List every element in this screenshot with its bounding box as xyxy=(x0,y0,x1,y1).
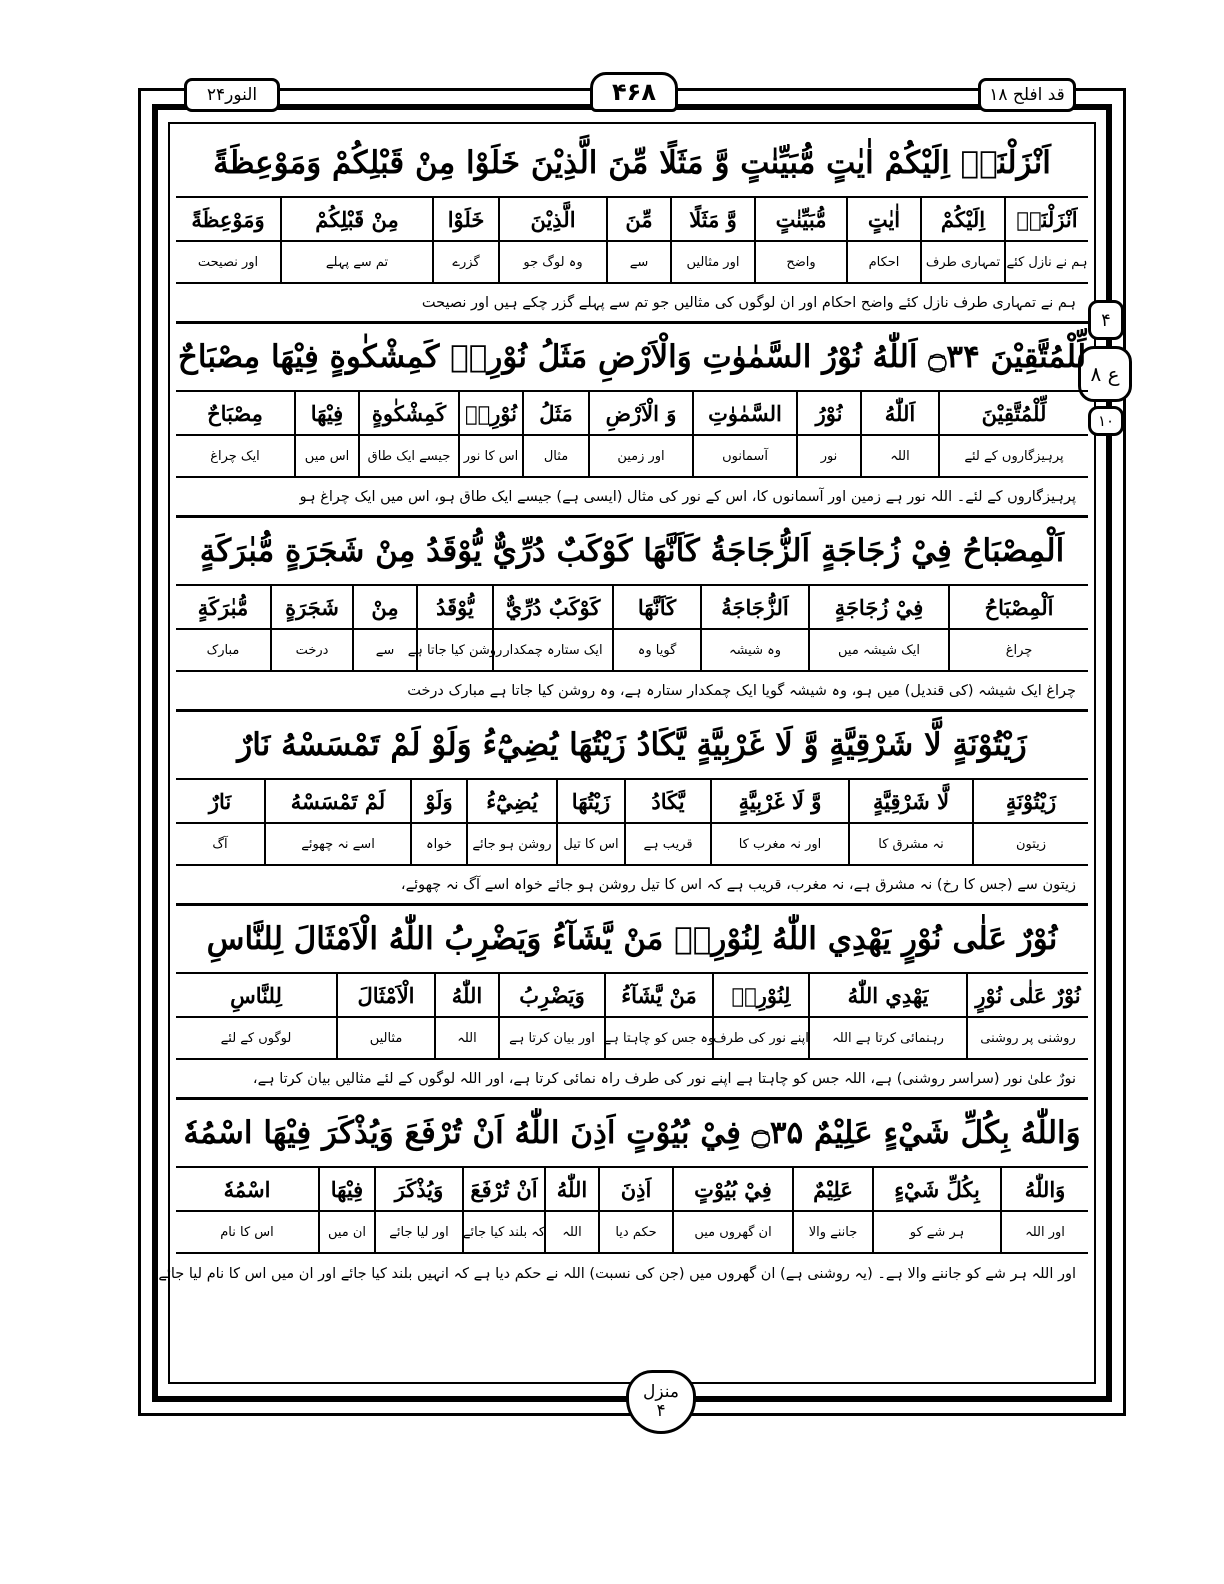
word-cell: زَيْتُهَا xyxy=(556,780,624,822)
meaning-cell: اس کا نام xyxy=(220,1224,274,1240)
meaning-cell: لوگوں کے لئے xyxy=(220,1030,292,1046)
meaning-cell: اور زمین xyxy=(588,436,692,476)
word-cell: اٰيٰتٍ xyxy=(846,198,920,240)
arabic-verse-line: زَيْتُوْنَةٍ لَّا شَرْقِيَّةٍ وَّ لَا غَرْبِيَّةٍ يَّكَادُ زَيْتُهَا يُضِيْٓءُ وَلَوْ لَمْ تَمْسَسْهُ نَارٌ xyxy=(176,712,1088,780)
urdu-translation: اور اللہ ہر شے کو جاننے والا ہے۔ (یہ روشنی ہے) ان گھروں میں (جن کی نسبت) اللہ نے حکم دیا ہے کہ انہیں بلند کیا جائے اور ان میں اس کا نام لیا جائے xyxy=(158,1266,1076,1282)
ruku-marker-mid: ع ۸ xyxy=(1078,346,1132,402)
arabic-verse-line: اَلْمِصْبَاحُ فِيْ زُجَاجَةٍ اَلزُّجَاجَةُ كَاَنَّهَا كَوْكَبٌ دُرِّيٌّ يُّوْقَدُ مِنْ شَجَرَةٍ مُّبٰرَكَةٍ xyxy=(176,518,1088,586)
word-cell: بِكُلِّ شَيْءٍ xyxy=(872,1168,1000,1210)
meaning-cell: ایک چراغ xyxy=(210,448,260,464)
meaning-cell: آسمانوں xyxy=(692,436,796,476)
word-cell: نَارٌ xyxy=(208,788,232,814)
word-cell: الَّذِيْنَ xyxy=(498,198,606,240)
word-cell: مُّبَيِّنٰتٍ xyxy=(754,198,846,240)
meaning-cell: اس کا تیل xyxy=(556,824,624,864)
meaning-cell: اور اللہ xyxy=(1000,1212,1088,1252)
manzil-word: منزل xyxy=(643,1382,679,1403)
word-cell: اِلَيْكُمْ xyxy=(920,198,1004,240)
ruku-marker-top: ۴ xyxy=(1088,300,1124,340)
meaning-cell: وہ لوگ جو xyxy=(498,242,606,282)
word-cell: شَجَرَةٍ xyxy=(270,586,352,628)
page-content xyxy=(158,130,1088,1294)
word-cell: زَيْتُوْنَةٍ xyxy=(972,780,1088,822)
meaning-cell: جاننے والا xyxy=(792,1212,872,1252)
word-cell: مُّبٰرَكَةٍ xyxy=(197,594,249,620)
meaning-row xyxy=(176,436,1088,478)
meaning-cell: مثالیں xyxy=(336,1018,434,1058)
word-cell: اسْمُهٗ xyxy=(223,1176,271,1202)
meaning-cell: اور نصیحت xyxy=(197,254,259,270)
arabic-verse-line: نُوْرٌ عَلٰى نُوْرٍ يَهْدِي اللّٰهُ لِنُوْرِهٖ مَنْ يَّشَآءُ وَيَضْرِبُ اللّٰهُ الْاَمْثَالَ لِلنَّاسِ xyxy=(176,906,1088,974)
word-cell: فِيْهَا xyxy=(318,1168,374,1210)
verse-block xyxy=(176,906,1088,1100)
word-cell: وَمَوْعِظَةً xyxy=(191,206,265,232)
word-cell: لِنُوْرِهٖ xyxy=(712,974,808,1016)
word-cell: مِصْبَاحٌ xyxy=(207,400,263,426)
word-cell: فِيْ بُيُوْتٍ xyxy=(672,1168,792,1210)
word-cell: خَلَوْا xyxy=(432,198,498,240)
meaning-cell: ان گھروں میں xyxy=(672,1212,792,1252)
meaning-cell: گویا وہ xyxy=(612,630,700,670)
word-cell: يُضِيْٓءُ xyxy=(466,780,556,822)
word-cell: مِنْ قَبْلِكُمْ xyxy=(280,198,432,240)
meaning-cell: احکام xyxy=(846,242,920,282)
word-cell: كَوْكَبٌ دُرِّيٌّ xyxy=(492,586,612,628)
meaning-cell: مثال xyxy=(522,436,588,476)
word-row xyxy=(176,198,1088,242)
word-cell: مَنْ يَّشَآءُ xyxy=(604,974,712,1016)
word-cell: لِّلْمُتَّقِيْنَ xyxy=(938,392,1088,434)
meaning-cell: روشنی پر روشنی xyxy=(966,1018,1088,1058)
meaning-cell: اور لیا جائے xyxy=(374,1212,462,1252)
page-number: ۴۶۸ xyxy=(590,72,678,112)
meaning-cell: وہ جس کو چاہتا ہے xyxy=(604,1018,712,1058)
urdu-translation: پرہیزگاروں کے لئے۔ اللہ نور ہے زمین اور آسمانوں کا، اس کے نور کی مثال (ایسی ہے) جیسے ایک طاق ہو، اس میں ایک چراغ ہو xyxy=(176,478,1088,518)
meaning-cell: تمہاری طرف xyxy=(920,242,1004,282)
ruku-marker-bottom: ۱۰ xyxy=(1088,406,1124,436)
meaning-cell: زیتون xyxy=(972,824,1088,864)
meaning-cell: ایک ستارہ چمکدار xyxy=(492,630,612,670)
word-cell: لَّا شَرْقِيَّةٍ xyxy=(848,780,972,822)
meaning-cell: درخت xyxy=(270,630,352,670)
word-cell: اَللّٰهُ xyxy=(860,392,938,434)
meaning-cell: گزرے xyxy=(432,242,498,282)
meaning-cell: اس میں xyxy=(294,436,358,476)
meaning-cell: واضح xyxy=(754,242,846,282)
word-cell: فِيْ زُجَاجَةٍ xyxy=(808,586,948,628)
arabic-verse-line: لِّلْمُتَّقِيْنَ ۝۳۴ اَللّٰهُ نُوْرُ السَّمٰوٰتِ وَالْاَرْضِ مَثَلُ نُوْرِهٖ كَمِشْكٰوةٍ فِيْهَا مِصْبَاحٌ xyxy=(176,324,1088,392)
meaning-cell: مبارک xyxy=(206,642,240,658)
word-cell: اَذِنَ xyxy=(598,1168,672,1210)
meaning-row xyxy=(176,242,1088,284)
arabic-verse-line: اَنْزَلْنَاۤ اِلَيْكُمْ اٰيٰتٍ مُّبَيِّنٰتٍ وَّ مَثَلًا مِّنَ الَّذِيْنَ خَلَوْا مِنْ قَبْلِكُمْ وَمَوْعِظَةً xyxy=(176,130,1088,198)
word-cell: نُوْرُ xyxy=(796,392,860,434)
word-cell: كَمِشْكٰوةٍ xyxy=(358,392,458,434)
word-cell: اَلزُّجَاجَةُ xyxy=(700,586,808,628)
word-row xyxy=(176,974,1088,1018)
meaning-cell: وہ شیشہ xyxy=(700,630,808,670)
meaning-cell: سے xyxy=(606,242,670,282)
word-cell: عَلِيْمٌ xyxy=(792,1168,872,1210)
meaning-cell: نور xyxy=(796,436,860,476)
meaning-cell: سے xyxy=(352,630,416,670)
meaning-cell: کہ بلند کیا جائے xyxy=(462,1212,544,1252)
word-row xyxy=(176,1168,1088,1212)
word-cell: يُّوْقَدُ xyxy=(416,586,492,628)
verse-block xyxy=(176,324,1088,518)
meaning-cell: روشن ہو جائے xyxy=(466,824,556,864)
meaning-cell: نہ مشرق کا xyxy=(848,824,972,864)
word-cell: فِيْهَا xyxy=(294,392,358,434)
urdu-translation: ہم نے تمہاری طرف نازل کئے واضح احکام اور ان لوگوں کی مثالیں جو تم سے پہلے گزر چکے ہیں اور نصیحت xyxy=(176,284,1088,324)
verse-block xyxy=(158,1100,1088,1294)
meaning-cell: چراغ xyxy=(948,630,1088,670)
urdu-translation: نورٌ علیٰ نور (سراسر روشنی) ہے، اللہ جس کو چاہتا ہے اپنے نور کی طرف راہ نمائی کرتا ہے، اور اللہ لوگوں کے لئے مثالیں بیان کرتا ہے، xyxy=(176,1060,1088,1100)
verse-block xyxy=(176,130,1088,324)
word-cell: وَّ مَثَلًا xyxy=(670,198,754,240)
word-cell: اللّٰهُ xyxy=(544,1168,598,1210)
meaning-row xyxy=(176,1018,1088,1060)
word-cell: السَّمٰوٰتِ xyxy=(692,392,796,434)
word-cell: وَيُذْكَرَ xyxy=(374,1168,462,1210)
meaning-cell: رہنمائی کرتا ہے اللہ xyxy=(808,1018,966,1058)
meaning-cell: اسے نہ چھوئے xyxy=(264,824,410,864)
verse-block xyxy=(176,518,1088,712)
manzil-badge xyxy=(626,1370,696,1434)
word-cell: وَلَوْ xyxy=(410,780,466,822)
word-cell: وَ الْاَرْضِ xyxy=(588,392,692,434)
meaning-cell: حکم دیا xyxy=(598,1212,672,1252)
word-cell: مَثَلُ xyxy=(522,392,588,434)
word-cell: وَّ لَا غَرْبِيَّةٍ xyxy=(710,780,848,822)
meaning-cell: اور مثالیں xyxy=(670,242,754,282)
meaning-cell: پرہیزگاروں کے لئے xyxy=(938,436,1088,476)
arabic-verse-line: وَاللّٰهُ بِكُلِّ شَيْءٍ عَلِيْمٌ ۝۳۵ فِيْ بُيُوْتٍ اَذِنَ اللّٰهُ اَنْ تُرْفَعَ وَيُذْكَرَ فِيْهَا اسْمُهٗ xyxy=(176,1100,1088,1168)
word-cell: اَلْمِصْبَاحُ xyxy=(948,586,1088,628)
word-cell: نُوْرِهٖ xyxy=(458,392,522,434)
meaning-cell: ان میں xyxy=(318,1212,374,1252)
word-cell: اَنْ تُرْفَعَ xyxy=(462,1168,544,1210)
urdu-translation: چراغ ایک شیشہ (کی قندیل) میں ہو، وہ شیشہ گویا ایک چمکدار ستارہ ہے، وہ روشن کیا جاتا ہے مبارک درخت xyxy=(176,672,1088,712)
meaning-cell: تم سے پہلے xyxy=(280,242,432,282)
word-cell: اَنْزَلْنَاۤ xyxy=(1004,198,1088,240)
meaning-row xyxy=(176,630,1088,672)
word-cell: كَاَنَّهَا xyxy=(612,586,700,628)
meaning-cell: اللہ xyxy=(434,1018,498,1058)
meaning-cell: روشن کیا جاتا ہے xyxy=(416,630,492,670)
meaning-cell: قریب ہے xyxy=(624,824,710,864)
word-cell: مِنْ xyxy=(352,586,416,628)
meaning-cell: ایک شیشہ میں xyxy=(808,630,948,670)
word-cell: اللّٰهُ xyxy=(434,974,498,1016)
meaning-row xyxy=(176,824,1088,866)
word-cell: نُوْرٌ عَلٰى نُوْرٍ xyxy=(966,974,1088,1016)
meaning-cell: ہر شے کو xyxy=(872,1212,1000,1252)
word-cell: الْاَمْثَالَ xyxy=(336,974,434,1016)
meaning-cell: ہم نے نازل کئے xyxy=(1004,242,1088,282)
word-cell: لَمْ تَمْسَسْهُ xyxy=(264,780,410,822)
word-row xyxy=(176,586,1088,630)
word-cell: وَيَضْرِبُ xyxy=(498,974,604,1016)
meaning-cell: جیسے ایک طاق xyxy=(358,436,458,476)
urdu-translation: زیتون سے (جس کا رخ) نہ مشرق ہے، نہ مغرب، قریب ہے کہ اس کا تیل روشن ہو جائے خواہ اسے آگ نہ چھوئے، xyxy=(176,866,1088,906)
word-row xyxy=(176,392,1088,436)
meaning-cell: اللہ xyxy=(860,436,938,476)
manzil-number: ۴ xyxy=(656,1401,666,1421)
word-cell: لِلنَّاسِ xyxy=(230,982,282,1008)
word-cell: يَّكَادُ xyxy=(624,780,710,822)
para-label: قد افلح ۱۸ xyxy=(978,78,1076,112)
meaning-cell: اس کا نور xyxy=(458,436,522,476)
meaning-cell: اپنے نور کی طرف xyxy=(712,1018,808,1058)
meaning-cell: خواہ xyxy=(410,824,466,864)
meaning-cell: اور بیان کرتا ہے xyxy=(498,1018,604,1058)
meaning-cell: اللہ xyxy=(544,1212,598,1252)
surah-label: النور۲۴ xyxy=(184,78,280,112)
word-cell: مِّنَ xyxy=(606,198,670,240)
meaning-row xyxy=(176,1212,1088,1254)
verse-block xyxy=(176,712,1088,906)
word-cell: يَهْدِي اللّٰهُ xyxy=(808,974,966,1016)
meaning-cell: اور نہ مغرب کا xyxy=(710,824,848,864)
meaning-cell: آگ xyxy=(212,836,228,852)
word-row xyxy=(176,780,1088,824)
word-cell: وَاللّٰهُ xyxy=(1000,1168,1088,1210)
